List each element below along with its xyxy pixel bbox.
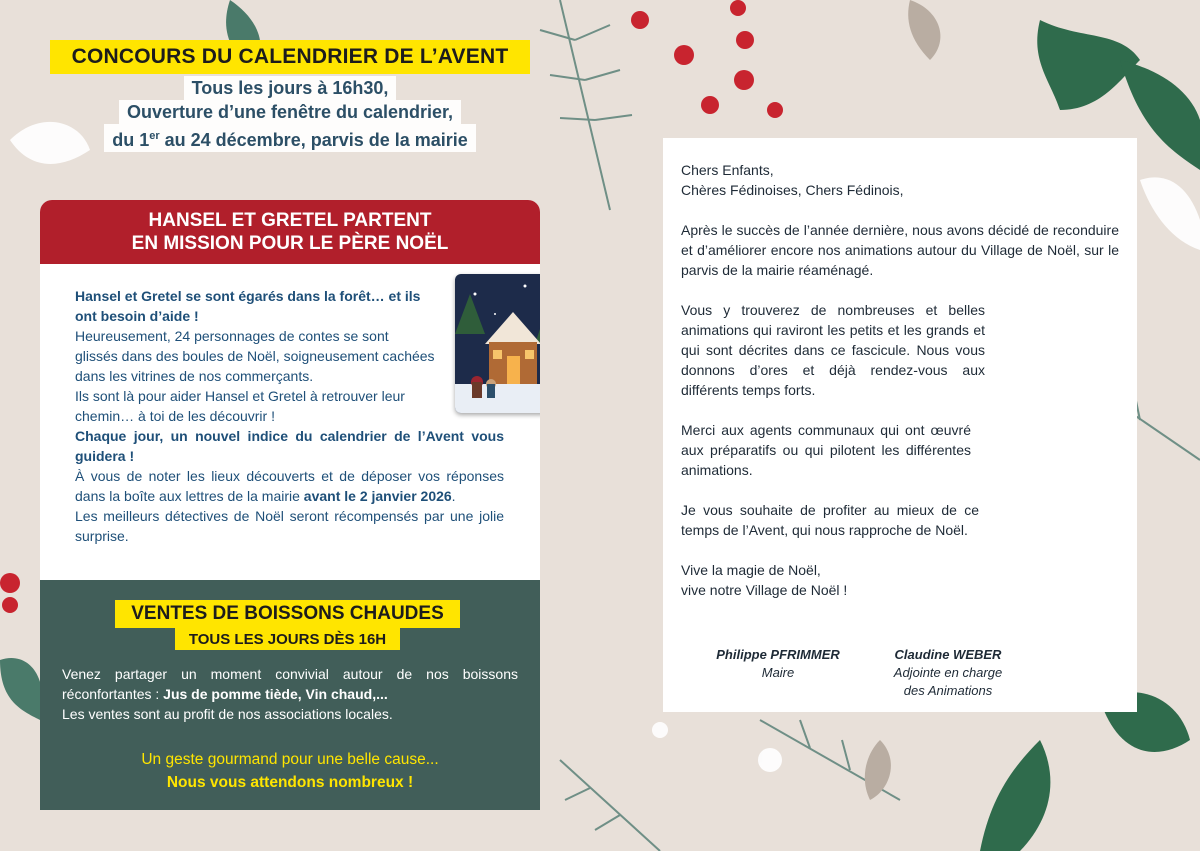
drinks-list: Jus de pomme tiède, Vin chaud,... — [163, 686, 388, 702]
hansel-gretel-body — [40, 264, 540, 580]
cause-line: Un geste gourmand pour une belle cause... — [141, 751, 439, 768]
hansel-lost-text: Hansel et Gretel se sont égarés dans la forêt… et ils ont besoin d’aide ! — [75, 288, 421, 324]
drinks-proceeds: Les ventes sont au profit de nos associations locales. — [62, 706, 393, 722]
hansel-title-line2: EN MISSION POUR LE PÈRE NOËL — [131, 233, 449, 254]
signature-deputy: Claudine WEBER Adjointe en charge des Animations — [893, 647, 1003, 698]
gingerbread-house-photo — [455, 274, 540, 413]
advent-window-line: Ouverture d’une fenêtre du calendrier, — [119, 100, 461, 124]
advent-time-line: Tous les jours à 16h30, — [184, 76, 397, 100]
hansel-para4: Les meilleurs détectives de Noël seront récompensés par une jolie surprise. — [75, 508, 504, 544]
berry-cluster-top — [631, 0, 783, 118]
hot-drinks-cause — [40, 748, 540, 794]
hansel-story-intro — [75, 286, 435, 426]
hansel-gretel-card — [40, 200, 540, 810]
signature-mayor: Philippe PFRIMMER Maire — [716, 647, 840, 680]
hansel-para1: Heureusement, 24 personnages de contes se sont glissés dans des boules de Noël, soigneusement cachées dans les vitrines de nos commerçants. — [75, 328, 435, 384]
advent-contest-details — [75, 76, 505, 152]
hansel-title-line1: HANSEL ET GRETEL PARTENT — [148, 210, 432, 231]
hansel-clue: Chaque jour, un nouvel indice du calendrier de l’Avent vous guidera ! — [75, 428, 504, 464]
letter-para3: Merci aux agents communaux qui ont œuvré aux préparatifs ou qui pilotent les différentes animations. — [681, 422, 971, 478]
hansel-gretel-heading — [40, 200, 540, 264]
hansel-para3: À vous de noter les lieux découverts et de déposer vos réponses dans la boîte aux lettres de la mairie avant le 2 janvier 2026. — [75, 468, 504, 504]
letter-para4: Je vous souhaite de profiter au mieux de ce temps de l’Avent, qui nous rapproche de Noël. — [681, 502, 979, 538]
letter-para1: Après le succès de l’année dernière, nous avons décidé de reconduire et d’améliorer encore nos animations autour du Village de Noël, sur le parvis de la mairie réaménagé. — [681, 222, 1119, 278]
hansel-story-rules — [75, 426, 504, 546]
hot-drinks-section — [40, 580, 540, 810]
hansel-para2: Ils sont là pour aider Hansel et Gretel à retrouver leur chemin… à toi de les découvrir ! — [75, 388, 405, 424]
advent-contest-title: CONCOURS DU CALENDRIER DE L’AVENT — [50, 40, 530, 74]
hot-drinks-title: VENTES DE BOISSONS CHAUDES — [115, 600, 460, 628]
letter-closing: Vive la magie de Noël, vive notre Village de Noël ! — [681, 562, 848, 598]
letter-para2: Vous y trouverez de nombreuses et belles animations qui raviront les petits et les grands et qui sont décrites dans ce fascicule. Nous vous donnons d’ores et déjà rendez-vous aux différents temps forts. — [681, 302, 985, 398]
invite-line: Nous vous attendons nombreux ! — [166, 774, 414, 791]
mayor-letter — [663, 138, 1137, 712]
deadline: avant le 2 janvier 2026 — [303, 488, 452, 504]
letter-greeting: Chers Enfants, Chères Fédinoises, Chers Fédinois, — [681, 162, 904, 198]
hot-drinks-subtitle: TOUS LES JOURS DÈS 16H — [175, 628, 400, 650]
advent-dates-line: du 1er au 24 décembre, parvis de la mairie — [104, 124, 476, 152]
hot-drinks-text: Venez partager un moment convivial autour de nos boissons réconfortantes : Jus de pomme tiède, Vin chaud,... Les ventes sont au profit de nos associations locales. — [62, 666, 518, 722]
berry-cluster-left — [0, 573, 20, 613]
